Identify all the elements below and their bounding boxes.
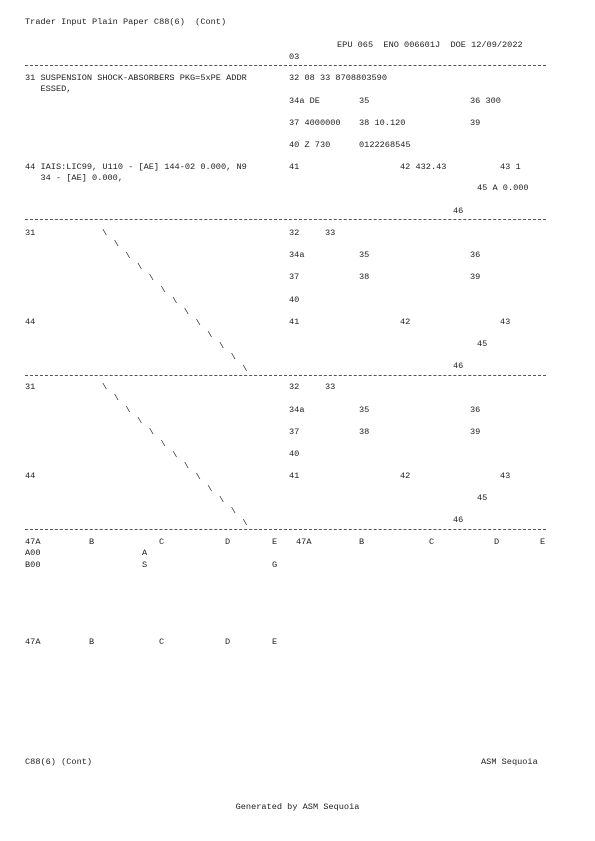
box-31-description-line2: ESSED,	[25, 84, 72, 94]
box-35: 35	[359, 250, 370, 260]
divider	[25, 65, 546, 66]
blank-item-slash: \	[230, 506, 236, 517]
blank-item-slash: \	[160, 284, 166, 295]
blank-item-slash: \	[160, 438, 166, 449]
box-03: 03	[289, 52, 300, 62]
tax-header-b: B	[89, 637, 95, 647]
blank-item-slash: \	[183, 461, 190, 472]
box-42-item-price: 42 432.43	[400, 162, 447, 172]
blank-item-slash: \	[242, 517, 248, 528]
tax-header-b: B	[359, 537, 365, 547]
blank-item-slash: \	[137, 261, 143, 272]
blank-item-slash: \	[195, 318, 201, 329]
tax-header-e: E	[272, 537, 278, 547]
blank-item-slash: \	[125, 404, 131, 415]
box-40-reference: 0122268545	[359, 140, 411, 150]
box-41: 41	[289, 162, 300, 172]
box-31: 31	[25, 382, 36, 392]
box-35: 35	[359, 96, 370, 106]
box-32: 32	[289, 382, 300, 392]
box-41: 41	[289, 317, 300, 327]
tax-header-c: C	[159, 537, 165, 547]
tax-header-c: C	[159, 637, 165, 647]
tax-header-47a: 47A	[25, 537, 41, 547]
box-46: 46	[453, 515, 464, 525]
blank-item-slash: \	[207, 483, 213, 494]
box-43: 43 1	[500, 162, 521, 172]
form-title: Trader Input Plain Paper C88(6) (Cont)	[25, 17, 227, 27]
box-44: 44	[25, 471, 36, 481]
tax-header-b: B	[89, 537, 95, 547]
tax-header-e: E	[272, 637, 278, 647]
box-46: 46	[453, 206, 464, 216]
box-38-net-mass: 38 10.120	[359, 118, 406, 128]
box-37: 37	[289, 427, 300, 437]
tax-header-d: D	[225, 637, 231, 647]
blank-item-slash: \	[219, 495, 225, 505]
box-38: 38	[359, 427, 370, 437]
box-44: 44	[25, 317, 36, 327]
blank-item-slash: \	[137, 415, 143, 426]
box-37-procedure: 37 4000000	[289, 118, 341, 128]
blank-item-slash: \	[148, 427, 154, 438]
box-34a: 34a	[289, 250, 305, 260]
footer-software: ASM Sequoia	[481, 757, 538, 767]
blank-item-slash: \	[113, 239, 119, 250]
blank-item-slash: \	[102, 382, 108, 392]
blank-item-slash: \	[148, 273, 154, 284]
box-42: 42	[400, 471, 411, 481]
divider	[25, 375, 546, 376]
box-39: 39	[470, 427, 481, 437]
box-42: 42	[400, 317, 411, 327]
box-39: 39	[470, 118, 481, 128]
blank-item-slash: \	[102, 228, 108, 238]
box-33: 33	[325, 228, 336, 238]
tax-row2-type: B00	[25, 560, 41, 570]
box-43: 43	[500, 471, 511, 481]
blank-item-slash: \	[230, 352, 236, 363]
blank-item-slash: \	[172, 295, 178, 306]
tax-header-d: D	[494, 537, 500, 547]
blank-item-slash: \	[183, 307, 190, 318]
box-37: 37	[289, 272, 300, 282]
tax-header-c: C	[429, 537, 435, 547]
box-35: 35	[359, 405, 370, 415]
blank-item-slash: \	[195, 472, 201, 483]
box-40: 40	[289, 449, 300, 459]
blank-item-slash: \	[207, 329, 213, 340]
tax-header-d: D	[225, 537, 231, 547]
box-36: 36 300	[470, 96, 501, 106]
box-38: 38	[359, 272, 370, 282]
box-31-description-line1: 31 SUSPENSION SHOCK-ABSORBERS PKG=5xPE ADDR	[25, 73, 247, 83]
box-33: 33	[325, 382, 336, 392]
tax-row1-type: A00	[25, 548, 41, 558]
tax-header-47a: 47A	[25, 637, 41, 647]
box-32: 32	[289, 228, 300, 238]
tax-header-e: E	[540, 537, 546, 547]
blank-item-slash: \	[219, 341, 225, 351]
box-36: 36	[470, 250, 481, 260]
divider	[25, 219, 546, 220]
tax-row2-mop: G	[272, 560, 278, 570]
box-45: 45	[477, 339, 488, 349]
blank-item-slash: \	[125, 250, 131, 261]
box-45-adjustment: 45 A 0.000	[477, 183, 529, 193]
box-34a-origin: 34a DE	[289, 96, 320, 106]
epu-eno-doe-line: EPU 065 ENO 006601J DOE 12/09/2022	[337, 40, 523, 50]
box-36: 36	[470, 405, 481, 415]
box-44-additional-info-line2: 34 - [AE] 0.000,	[25, 173, 123, 183]
box-40: 40	[289, 295, 300, 305]
divider	[25, 529, 546, 530]
tax-row1-method: A	[142, 548, 148, 558]
box-41: 41	[289, 471, 300, 481]
box-34a: 34a	[289, 405, 305, 415]
box-31: 31	[25, 228, 36, 238]
box-39: 39	[470, 272, 481, 282]
tax-header-47a: 47A	[296, 537, 312, 547]
footer-form-id: C88(6) (Cont)	[25, 757, 93, 767]
blank-item-slash: \	[242, 363, 248, 374]
box-32-commodity-code: 32 08 33 8708803590	[289, 73, 387, 83]
generated-by: Generated by ASM Sequoia	[235, 802, 360, 812]
blank-item-slash: \	[113, 393, 119, 404]
blank-item-slash: \	[172, 449, 178, 460]
box-44-additional-info-line1: 44 IAIS:LIC99, U110 - [AE] 144-02 0.000, N9	[25, 162, 247, 172]
box-43: 43	[500, 317, 511, 327]
tax-row2-method: S	[142, 560, 148, 570]
box-46: 46	[453, 361, 464, 371]
box-40-previous-doc: 40 Z 730	[289, 140, 331, 150]
box-45: 45	[477, 493, 488, 503]
